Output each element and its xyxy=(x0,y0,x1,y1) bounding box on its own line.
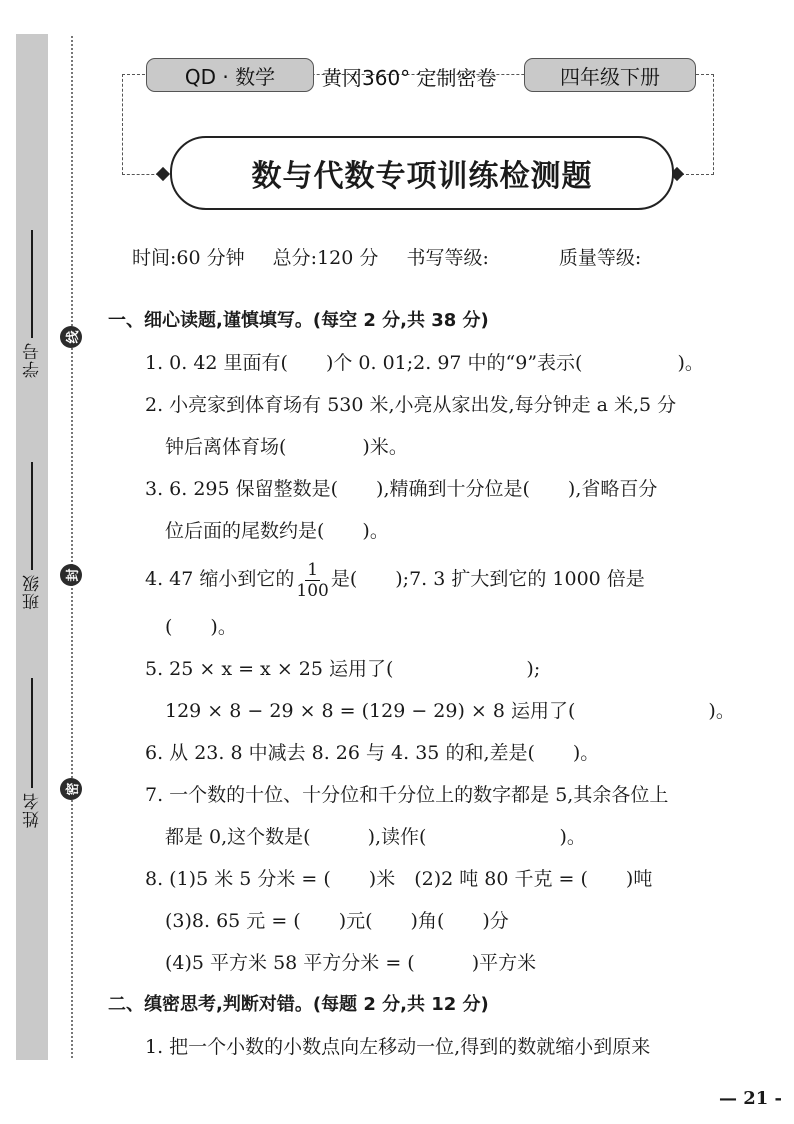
page-number: — 21 - xyxy=(718,1088,782,1109)
question-7-cont: 都是 0,这个数是( ),读作( )。 xyxy=(165,826,586,848)
seal-seal-mark: 封 xyxy=(60,564,82,586)
cut-line xyxy=(71,36,73,1058)
page-title: 数与代数专项训练检测题 xyxy=(251,159,593,194)
fraction xyxy=(296,560,328,601)
question-6: 6. 从 23. 8 中减去 8. 26 与 4. 35 的和,差是( )。 xyxy=(145,742,600,764)
question-3: 3. 6. 295 保留整数是( ),精确到十分位是( ),省略百分 xyxy=(145,478,658,500)
student-id-field[interactable] xyxy=(18,230,46,378)
time-label: 时间:60 分钟 xyxy=(132,247,245,269)
fraction-denominator: 100 xyxy=(296,580,329,601)
grade-pill: 四年级下册 xyxy=(524,58,696,92)
seal-line-mark: 线 xyxy=(60,326,82,348)
question-7: 7. 一个数的十位、十分位和千分位上的数字都是 5,其余各位上 xyxy=(145,784,669,806)
name-field[interactable] xyxy=(18,678,46,828)
writing-grade-label: 书写等级: xyxy=(406,247,489,269)
exam-meta xyxy=(132,243,663,270)
question-8-3: (3)8. 65 元 = ( )元( )角( )分 xyxy=(165,910,509,932)
question-2-cont: 钟后离体育场( )米。 xyxy=(165,436,408,458)
question-2: 2. 小亮家到体育场有 530 米,小亮从家出发,每分钟走 a 米,5 分 xyxy=(145,394,677,416)
subject-pill: QD · 数学 xyxy=(146,58,314,92)
seal-secret-mark: 密 xyxy=(60,778,82,800)
question-content xyxy=(108,300,735,1068)
question-8-4: (4)5 平方米 58 平方分米 = ( )平方米 xyxy=(165,952,537,974)
question-4-post: 是( );7. 3 扩大到它的 1000 倍是 xyxy=(330,568,645,590)
judge-question-1: 1. 把一个小数的小数点向左移动一位,得到的数就缩小到原来 xyxy=(145,1036,651,1058)
class-label: 班级 xyxy=(22,574,43,610)
section-1-heading: 一、细心读题,谨慎填写。(每空 2 分,共 38 分) xyxy=(108,310,489,331)
question-5: 5. 25 × x = x × 25 运用了( ); xyxy=(145,658,541,680)
quality-grade-label: 质量等级: xyxy=(558,247,642,269)
total-label: 总分:120 分 xyxy=(272,247,379,269)
question-4-cont: ( )。 xyxy=(165,616,237,638)
student-id-label: 学号 xyxy=(22,342,43,378)
class-field[interactable] xyxy=(18,462,46,610)
series-name: 黄冈360° 定制密卷 xyxy=(322,66,497,90)
fraction-numerator: 1 xyxy=(307,559,319,580)
question-1: 1. 0. 42 里面有( )个 0. 01;2. 97 中的“9”表示( )。 xyxy=(145,352,704,374)
question-3-cont: 位后面的尾数约是( )。 xyxy=(165,520,389,542)
question-4-pre: 4. 47 缩小到它的 xyxy=(145,568,295,590)
question-4 xyxy=(110,552,730,606)
name-label: 姓名 xyxy=(22,792,43,828)
question-5-cont: 129 × 8 − 29 × 8 = (129 − 29) × 8 运用了( )。 xyxy=(165,700,735,722)
section-2-heading: 二、缜密思考,判断对错。(每题 2 分,共 12 分) xyxy=(108,994,489,1015)
title-box xyxy=(170,136,674,210)
question-8-1: 8. (1)5 米 5 分米 = ( )米 (2)2 吨 80 千克 = ( )吨 xyxy=(145,868,653,890)
